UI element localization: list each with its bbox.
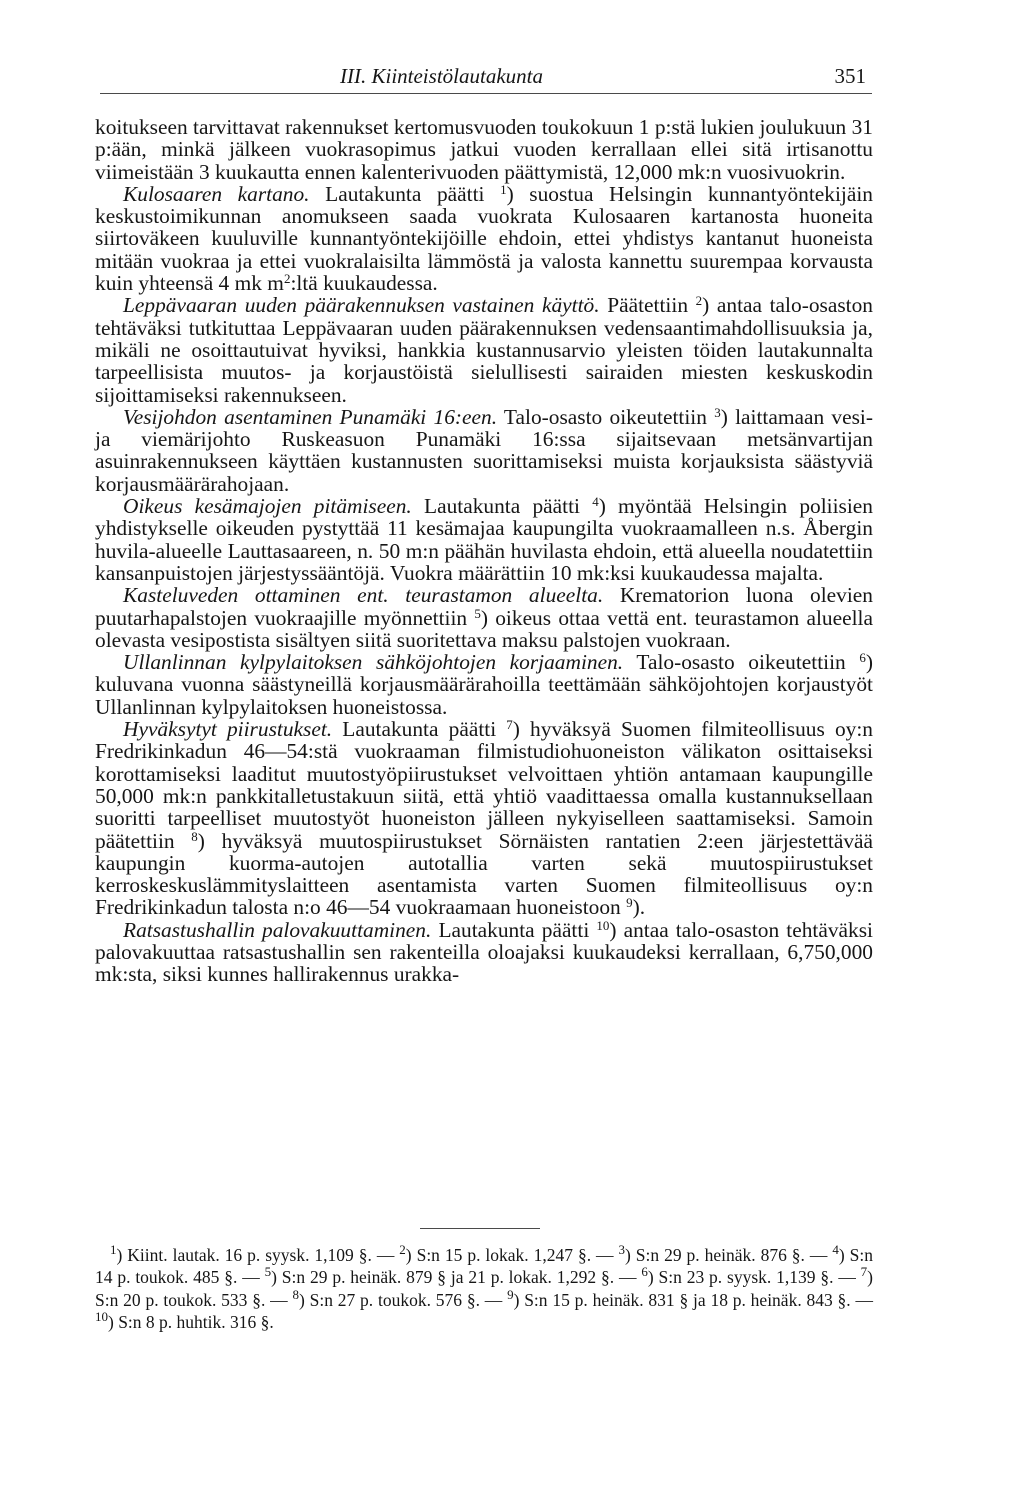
footnote-text: ) S:n 15 p. lokak. 1,247 §. — <box>405 1245 619 1265</box>
footnote-number: 1 <box>110 1242 117 1257</box>
paragraph-text: Lautakunta päätti <box>332 717 507 742</box>
paragraph-text: ) hyväksyä muutospiirustukset Sörnäisten rantatien 2:een järjestettävää kaupungin kuorma-autojen autotallia varten sekä muutospiirustukset kerroskeskuslämmityslaitteen asentamista varten Suomen filmiteollisuus oy:n Fredrikinkadun talosta n:o 46—54 vuokraamaan huoneistoon <box>95 828 873 920</box>
footnote-ref: 8 <box>191 828 198 844</box>
footnote-ref: 7 <box>506 717 513 733</box>
footnote-number: 2 <box>399 1242 406 1257</box>
paragraph-text: ) hyväksyä Suomen filmiteollisuus oy:n Fredrikinkadun 46—54:stä vuokraaman filmistudiohuoneiston välikaton osittaiseksi korottamiseksi laaditut muutostyöpiirustukset velvoittaen yhtiön antamaan kaupungille 50,000 mk:n pankkitalletustakuun siitä, että yhtiö vaadittaessa omalla kustannuksellaan suoritti tarpeelliset muutostyöt huoneiston jälleen nykyiselleen saattamiseksi. Samoin päätettiin <box>95 717 873 853</box>
paragraph-text: ) laittamaan vesi- ja viemärijohto Ruskeasuon Punamäki 16:ssa sijaitsevaan metsänvartijan asuinrakennukseen käyttäen kustannusten suorittamiseksi muista korjauksista säästyviä korjausmäärärahojaan. <box>95 404 873 496</box>
paragraph-text: ) kuluvana vuonna säästyneillä korjausmäärärahoilla teettämään sähköjohtojen korjaustyöt Ullanlinnan kylpylaitoksen huoneistossa. <box>95 650 873 719</box>
section-kesamajat <box>95 495 873 584</box>
footnote-text: ) S:n 14 p. toukok. 485 §. — <box>95 1245 873 1288</box>
paragraph-text: Lautakunta päätti <box>309 181 501 206</box>
footnote-ref: 1 <box>500 181 507 197</box>
section-title: Kulosaaren kartano. <box>123 181 310 206</box>
paragraph-text: Lautakunta päätti <box>411 494 593 519</box>
footnote-number: 6 <box>641 1264 648 1280</box>
section-title: Kasteluveden ottaminen ent. teurastamon alueelta. <box>123 583 604 608</box>
footnote-ref: 3 <box>714 404 721 420</box>
section-title: Oikeus kesämajojen pitämiseen. <box>123 494 412 519</box>
paragraph-text: ) antaa talo-osaston tehtäväksi palovakuuttaa ratsastushallin sen rakenteilla oloajaksi kuukaudeksi kerrallaan, 6,750,000 mk:sta, siksi kunnes hallirakennus urakka- <box>95 917 873 987</box>
footnotes <box>95 1244 873 1333</box>
page-number: 351 <box>834 64 866 88</box>
footnote-text: ) S:n 23 p. syysk. 1,139 §. — <box>647 1267 861 1288</box>
section-title: Ratsastushallin palovakuuttaminen. <box>123 917 432 942</box>
running-header <box>100 64 872 90</box>
footnote-ref: 6 <box>859 650 866 666</box>
paragraph-text: Lautakunta päätti <box>431 917 597 942</box>
footnote-text: ) S:n 29 p. heinäk. 879 § ja 21 p. lokak. 1,292 §. — <box>271 1267 642 1288</box>
paragraph-text: :ltä kuukaudessa. <box>290 271 438 296</box>
footnote-number: 8 <box>292 1286 299 1302</box>
footnote-text: ) S:n 8 p. huhtik. 316 §. <box>108 1311 274 1332</box>
footnote-text: ) S:n 27 p. toukok. 576 §. — <box>298 1289 508 1310</box>
section-ratsastushalli <box>95 919 873 986</box>
section-title: Vesijohdon asentaminen Punamäki 16:een. <box>123 404 498 429</box>
section-kulosaaren-kartano <box>95 183 873 294</box>
paragraph-text: ) suostua Helsingin kunnantyöntekijäin keskustoimikunnan anomukseen saada vuokrata Kulosaaren kartanosta huoneita siirtoväkeen kuuluville kunnantyöntekijöille ehdoin, ettei yhdistys kantanut huoneista mitään vuokraa ja ettei vuokralaisilta lämmöstä ja valosta kannettu suurempaa korvausta kuin yhteensä 4 mk m <box>95 181 873 296</box>
header-rule <box>100 93 872 94</box>
paragraph-text: koitukseen tarvittavat rakennukset kertomusvuoden toukokuun 1 p:stä lukien joulukuun 31 p:ään, minkä jälkeen vuokrasopimus jatkui vuoden kerrallaan ellei sitä irtisanottu viimeistään 3 kuukautta ennen kalenterivuoden päättymistä, 12,000 mk:n vuosivuokrin. <box>95 115 873 184</box>
paragraph-text: Krematorion luona olevien puutarhapalstojen vuokraajille myönnettiin <box>95 583 873 630</box>
superscript: 2 <box>283 271 291 287</box>
section-ullanlinna <box>95 651 873 718</box>
paragraph-text: ). <box>632 895 646 920</box>
body-text <box>95 116 873 986</box>
paragraph-text: Talo-osasto oikeutettiin <box>497 404 715 429</box>
footnote-ref: 5 <box>474 605 481 621</box>
footnote-ref: 2 <box>695 293 703 309</box>
section-vesijohto <box>95 406 873 495</box>
section-title: Ullanlinnan kylpylaitoksen sähköjohtojen korjaaminen. <box>123 650 624 675</box>
footnote-ref: 10 <box>596 917 610 933</box>
paragraph-text: Talo-osasto oikeutettiin <box>623 650 860 675</box>
section-piirustukset <box>95 718 873 919</box>
footnote-number: 4 <box>832 1242 839 1257</box>
footnote-text: ) S:n 15 p. heinäk. 831 § ja 18 p. heinäk. 843 §. — <box>513 1289 873 1310</box>
section-kasteluvesi <box>95 584 873 651</box>
footnote-ref: 4 <box>592 494 599 510</box>
footnote-text: ) S:n 20 p. toukok. 533 §. — <box>95 1267 873 1310</box>
footnote-number: 3 <box>618 1242 625 1257</box>
footnote-text: ) S:n 29 p. heinäk. 876 §. — <box>625 1245 833 1265</box>
footnote-rule <box>420 1228 540 1229</box>
footnote-number: 9 <box>507 1286 514 1302</box>
section-leppavaara <box>95 294 873 405</box>
paragraph-text: ) antaa talo-osaston tehtäväksi tutkituttaa Leppävaaran uuden päärakennuksen vedensaantimahdollisuuksia ja, mikäli ne osoittautuivat hyviksi, hankkia kustannusarvio yleisten töiden lautakunnalta tarpeellisista muutos- ja korjaustöistä sielullisesti sairaiden miesten keskuskodin sijoittamiseksi rakennukseen. <box>95 293 873 407</box>
footnote-ref: 9 <box>626 895 633 911</box>
footnote-number: 5 <box>264 1264 272 1280</box>
section-title: Leppävaaran uuden päärakennuksen vastainen käyttö. <box>123 293 600 318</box>
paragraph-text: ) myöntää Helsingin poliisien yhdistykselle oikeuden pystyttää 11 kesämajaa kaupungilta vuokraamalleen n.s. Åbergin huvila-alueelle Lauttasaareen, n. 50 m:n päähän huvilasta ehdoin, että alueella noudatettiin kansanpuistojen järjestyssääntöjä. Vuokra määrättiin 10 mk:ksi kuukaudessa majalta. <box>95 494 874 585</box>
paragraph-continued <box>95 116 873 183</box>
footnote-number: 7 <box>860 1264 868 1280</box>
paragraph-text: Päätettiin <box>599 293 696 318</box>
paragraph-text: ) oikeus ottaa vettä ent. teurastamon alueella olevasta vesipostista sisältyen siitä suoritettava maksu palstojen vuokraan. <box>95 605 873 652</box>
header-title: III. Kiinteistölautakunta <box>340 64 543 88</box>
footnote-text: ) Kiint. lautak. 16 p. syysk. 1,109 §. — <box>116 1245 400 1265</box>
footnote-number: 10 <box>95 1308 108 1324</box>
section-title: Hyväksytyt piirustukset. <box>123 717 333 742</box>
